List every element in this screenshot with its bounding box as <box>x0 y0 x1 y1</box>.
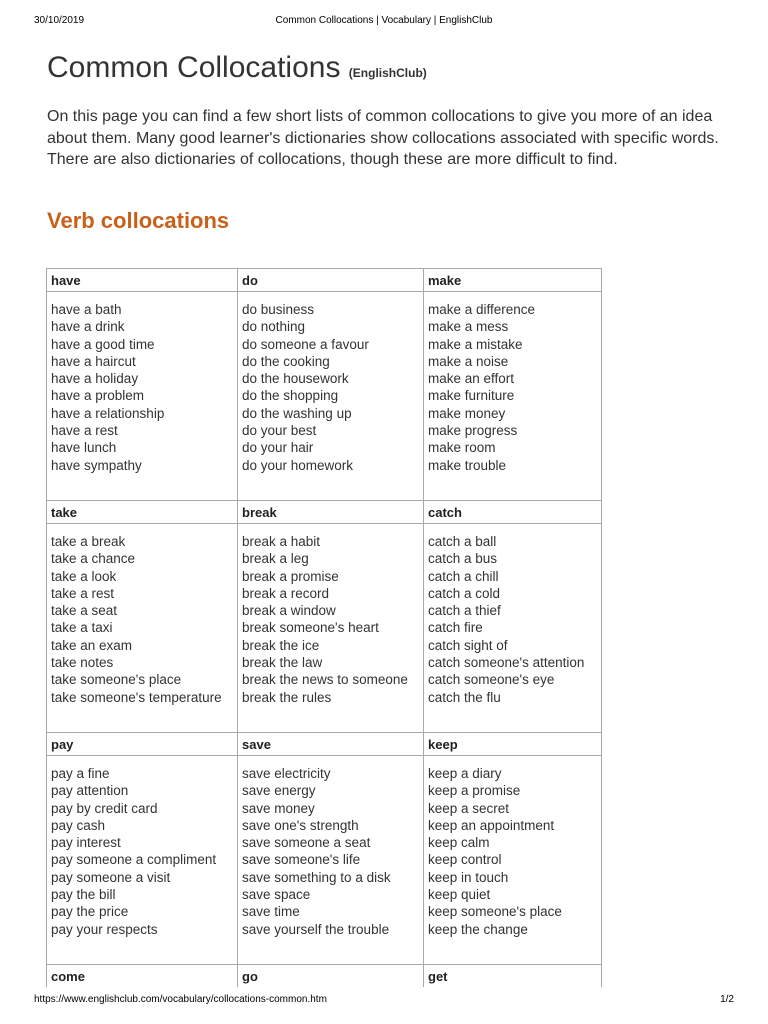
verb-header-go: go <box>238 965 424 988</box>
page-title-text: Common Collocations <box>47 51 341 84</box>
collocation-item: save someone's life <box>242 852 361 868</box>
collocation-item: keep a diary <box>428 766 502 781</box>
collocation-item: catch the flu <box>428 689 501 705</box>
collocation-cell-make <box>424 292 602 501</box>
collocation-item: make money <box>428 405 506 421</box>
collocation-item: pay someone a compliment <box>51 852 217 868</box>
collocation-item: do someone a favour <box>242 336 369 352</box>
verb-header-pay: pay <box>47 733 238 756</box>
collocation-item: save someone a seat <box>242 835 371 851</box>
page-title-source: (EnglishClub) <box>348 66 427 80</box>
collocation-item: pay interest <box>51 835 121 851</box>
collocation-item: take an exam <box>51 637 133 653</box>
verb-header-take: take <box>47 501 238 524</box>
collocation-item: pay the price <box>51 904 129 920</box>
collocation-cell-have <box>47 292 238 501</box>
collocation-item: have a drink <box>51 319 125 335</box>
collocation-item: have a rest <box>51 423 118 439</box>
collocation-item: keep control <box>428 852 502 868</box>
collocation-row <box>47 524 602 733</box>
intro-paragraph: On this page you can find a few short lists of common collocations to give you more of an idea about them. Many good learner's dictionaries show collocations associated with specific words. There are also dictionaries of collocations, though these are more difficult to find. <box>47 108 719 168</box>
collocation-item: pay cash <box>51 817 106 833</box>
collocation-item: have a haircut <box>51 353 136 369</box>
collocation-cell-do <box>238 292 424 501</box>
collocation-item: take a seat <box>51 603 118 619</box>
collocation-item: pay someone a visit <box>51 869 171 885</box>
collocation-item: save yourself the trouble <box>242 921 390 937</box>
collocation-item: have lunch <box>51 440 117 456</box>
collocation-item: catch fire <box>428 620 483 636</box>
verb-header-row <box>47 269 602 292</box>
collocation-list <box>428 301 601 474</box>
collocation-item: take someone's place <box>51 672 182 688</box>
verb-header-do: do <box>238 269 424 292</box>
collocation-item: save electricity <box>242 766 331 781</box>
collocation-item: do nothing <box>242 319 306 335</box>
print-header <box>34 15 734 29</box>
collocation-item: do your best <box>242 423 317 439</box>
collocation-item: have sympathy <box>51 457 142 473</box>
verb-header-row <box>47 965 602 988</box>
page-title <box>47 51 427 85</box>
collocation-item: break a window <box>242 603 336 619</box>
collocation-item: make room <box>428 440 496 456</box>
collocation-item: do your homework <box>242 457 354 473</box>
collocation-list <box>242 301 423 474</box>
collocation-item: break a record <box>242 585 330 601</box>
collocation-item: save money <box>242 800 315 816</box>
collocation-cell-break <box>238 524 424 733</box>
collocation-item: break the news to someone <box>242 672 408 688</box>
collocation-item: take someone's temperature <box>51 689 222 705</box>
collocation-list <box>51 301 237 474</box>
collocation-item: keep a secret <box>428 800 510 816</box>
verb-header-have: have <box>47 269 238 292</box>
collocation-list <box>242 533 423 706</box>
collocation-item: save energy <box>242 783 316 799</box>
collocation-item: catch a bus <box>428 551 498 567</box>
collocation-item: break someone's heart <box>242 620 379 636</box>
collocation-item: take a look <box>51 568 117 584</box>
collocation-item: catch a cold <box>428 585 501 601</box>
collocation-item: break the law <box>242 655 323 671</box>
collocation-item: make an effort <box>428 371 515 387</box>
collocation-list <box>428 533 601 706</box>
collocation-cell-pay <box>47 756 238 965</box>
collocation-row <box>47 756 602 965</box>
collocation-item: keep quiet <box>428 887 491 903</box>
collocation-list <box>51 533 237 706</box>
collocation-item: do business <box>242 302 315 317</box>
section-title-verb-collocations: Verb collocations <box>47 208 230 233</box>
verb-collocations-table <box>46 268 602 987</box>
collocation-item: save space <box>242 887 311 903</box>
collocation-item: break the rules <box>242 689 332 705</box>
collocation-item: make a mess <box>428 319 509 335</box>
collocation-item: do the washing up <box>242 405 352 421</box>
collocation-item: catch someone's eye <box>428 672 555 688</box>
collocation-item: pay the bill <box>51 887 116 903</box>
verb-header-break: break <box>238 501 424 524</box>
collocation-cell-catch <box>424 524 602 733</box>
collocation-item: break the ice <box>242 637 320 653</box>
collocation-item: make trouble <box>428 457 507 473</box>
collocation-cell-keep <box>424 756 602 965</box>
print-page-number: 1/2 <box>720 994 734 1005</box>
verb-header-row <box>47 733 602 756</box>
collocation-item: pay attention <box>51 783 129 799</box>
collocation-item: take a rest <box>51 585 115 601</box>
collocation-item: catch sight of <box>428 637 508 653</box>
collocation-item: make a mistake <box>428 336 523 352</box>
collocation-item: take notes <box>51 655 114 671</box>
collocation-item: pay a fine <box>51 766 110 781</box>
collocation-item: do the shopping <box>242 388 339 404</box>
collocation-item: have a good time <box>51 336 155 352</box>
collocation-item: take a break <box>51 534 126 549</box>
collocation-item: keep calm <box>428 835 490 851</box>
collocation-item: do the cooking <box>242 353 330 369</box>
collocation-item: do your hair <box>242 440 314 456</box>
collocation-item: do the housework <box>242 371 349 387</box>
collocation-item: pay by credit card <box>51 800 158 816</box>
print-footer <box>34 994 734 1008</box>
collocation-list <box>428 765 601 938</box>
collocation-item: break a promise <box>242 568 339 584</box>
collocation-item: save time <box>242 904 300 920</box>
collocation-list <box>51 765 237 938</box>
collocation-item: break a leg <box>242 551 309 567</box>
collocation-item: catch a chill <box>428 568 499 584</box>
collocation-list <box>242 765 423 938</box>
collocation-item: keep a promise <box>428 783 521 799</box>
verb-header-catch: catch <box>424 501 602 524</box>
collocation-item: keep the change <box>428 921 528 937</box>
collocation-item: catch a ball <box>428 534 497 549</box>
verb-header-make: make <box>424 269 602 292</box>
collocation-cell-take <box>47 524 238 733</box>
collocation-item: break a habit <box>242 534 321 549</box>
collocation-item: have a problem <box>51 388 145 404</box>
print-url: https://www.englishclub.com/vocabulary/collocations-common.htm <box>34 994 327 1005</box>
print-page-title: Common Collocations | Vocabulary | EnglishClub <box>275 15 493 26</box>
verb-header-come: come <box>47 965 238 988</box>
collocation-item: take a chance <box>51 551 136 567</box>
collocation-item: make furniture <box>428 388 515 404</box>
collocation-item: make progress <box>428 423 518 439</box>
collocation-item: save something to a disk <box>242 869 391 885</box>
collocation-item: have a holiday <box>51 371 139 387</box>
collocation-item: save one's strength <box>242 817 359 833</box>
collocation-item: keep someone's place <box>428 904 562 920</box>
collocation-item: have a bath <box>51 302 122 317</box>
collocation-cell-save <box>238 756 424 965</box>
collocation-row <box>47 292 602 501</box>
collocation-item: catch someone's attention <box>428 655 585 671</box>
collocation-item: have a relationship <box>51 405 165 421</box>
collocation-item: pay your respects <box>51 921 158 937</box>
verb-header-keep: keep <box>424 733 602 756</box>
verb-header-get: get <box>424 965 602 988</box>
verb-header-row <box>47 501 602 524</box>
collocation-item: make a noise <box>428 353 509 369</box>
collocation-item: keep in touch <box>428 869 509 885</box>
collocation-item: catch a thief <box>428 603 501 619</box>
collocation-item: take a taxi <box>51 620 113 636</box>
collocation-item: make a difference <box>428 302 536 317</box>
print-date: 30/10/2019 <box>34 15 85 26</box>
collocation-item: keep an appointment <box>428 817 555 833</box>
verb-header-save: save <box>238 733 424 756</box>
